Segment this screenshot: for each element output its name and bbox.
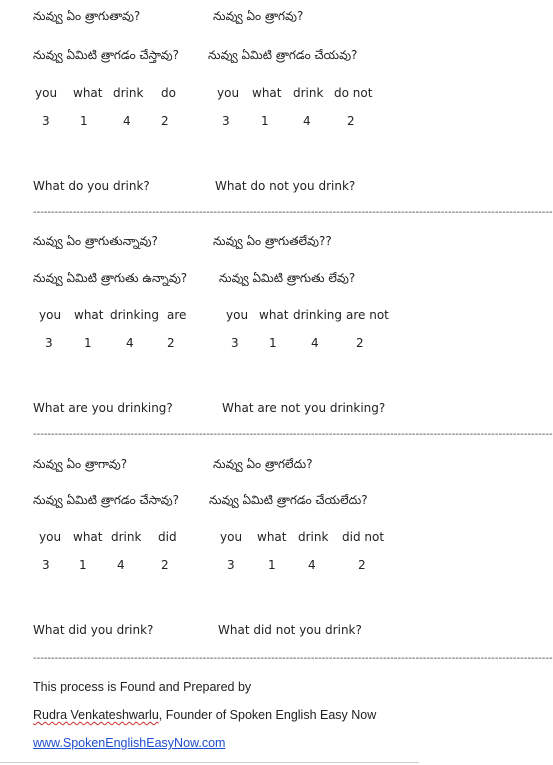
order-number-right-3: 4 <box>308 558 316 572</box>
word-left-1: you <box>35 86 58 100</box>
word-left-4: are <box>167 308 187 322</box>
word-right-2: what <box>252 86 282 100</box>
english-answer-right: What do not you drink? <box>215 179 356 193</box>
telugu-sentence-left: నువ్వు ఏమిటి త్రాగుతు ఉన్నావు? <box>33 271 188 285</box>
word-right-2: what <box>259 308 289 322</box>
order-number-right-1: 3 <box>222 114 230 128</box>
order-number-left-2: 1 <box>84 336 92 350</box>
telugu-question-left: నువ్వు ఏం త్రాగుతున్నావు? <box>33 234 158 248</box>
word-right-3: drinking <box>293 308 342 322</box>
order-number-left-4: 2 <box>167 336 175 350</box>
page-bottom-border <box>0 762 419 763</box>
order-number-right-3: 4 <box>303 114 311 128</box>
order-number-left-1: 3 <box>42 558 50 572</box>
order-number-right-2: 1 <box>268 558 276 572</box>
separator-line: ------------------------------------------------------------------------------------------------------------------------------------------------ <box>33 653 553 664</box>
word-left-4: do <box>161 86 176 100</box>
order-number-left-4: 2 <box>161 114 169 128</box>
telugu-question-left: నువ్వు ఏం త్రాగుతావు? <box>33 9 141 23</box>
word-left-2: what <box>74 308 104 322</box>
word-left-1: you <box>39 308 62 322</box>
website-link[interactable]: www.SpokenEnglishEasyNow.com <box>33 736 226 750</box>
order-number-right-2: 1 <box>269 336 277 350</box>
telugu-sentence-left: నువ్వు ఏమిటి త్రాగడం చేసావు? <box>33 493 179 507</box>
order-number-left-1: 3 <box>42 114 50 128</box>
english-answer-left: What are you drinking? <box>33 401 173 415</box>
telugu-question-right: నువ్వు ఏం త్రాగుతలేవు?? <box>213 234 332 248</box>
telugu-sentence-left: నువ్వు ఏమిటి త్రాగడం చేస్తావు? <box>33 48 179 62</box>
word-right-4: do not <box>334 86 373 100</box>
separator-line: ------------------------------------------------------------------------------------------------------------------------------------------------ <box>33 429 553 440</box>
author-title: , Founder of Spoken English Easy Now <box>158 708 377 722</box>
english-answer-right: What did not you drink? <box>218 623 362 637</box>
word-left-2: what <box>73 86 103 100</box>
telugu-question-left: నువ్వు ఏం త్రాగావు? <box>33 457 128 471</box>
order-number-left-3: 4 <box>123 114 131 128</box>
order-number-right-3: 4 <box>311 336 319 350</box>
word-right-3: drink <box>293 86 324 100</box>
word-left-3: drink <box>111 530 142 544</box>
order-number-right-4: 2 <box>358 558 366 572</box>
word-left-2: what <box>73 530 103 544</box>
word-right-4: did not <box>342 530 385 544</box>
word-left-4: did <box>158 530 177 544</box>
order-number-right-4: 2 <box>347 114 355 128</box>
word-right-1: you <box>217 86 240 100</box>
telugu-question-right: నువ్వు ఏం త్రాగలేదు? <box>213 457 313 471</box>
word-right-3: drink <box>298 530 329 544</box>
order-number-right-1: 3 <box>227 558 235 572</box>
telugu-sentence-right: నువ్వు ఏమిటి త్రాగడం చేయలేదు? <box>209 493 368 507</box>
english-answer-left: What do you drink? <box>33 179 150 193</box>
order-number-right-1: 3 <box>231 336 239 350</box>
word-right-1: you <box>226 308 249 322</box>
author-line <box>33 709 376 722</box>
order-number-left-1: 3 <box>45 336 53 350</box>
word-left-3: drinking <box>110 308 159 322</box>
word-right-2: what <box>257 530 287 544</box>
word-left-1: you <box>39 530 62 544</box>
telugu-sentence-right: నువ్వు ఏమిటి త్రాగడం చేయవు? <box>208 48 358 62</box>
telugu-sentence-right: నువ్వు ఏమిటి త్రాగుతు లేవు? <box>219 271 356 285</box>
author-name: Rudra Venkateshwarlu <box>33 708 159 722</box>
english-answer-right: What are not you drinking? <box>222 401 386 415</box>
separator-line: ------------------------------------------------------------------------------------------------------------------------------------------------ <box>33 207 553 218</box>
word-right-4: are not <box>346 308 389 322</box>
word-left-3: drink <box>113 86 144 100</box>
order-number-left-2: 1 <box>79 558 87 572</box>
english-answer-left: What did you drink? <box>33 623 154 637</box>
order-number-right-2: 1 <box>261 114 269 128</box>
word-right-1: you <box>220 530 243 544</box>
order-number-left-3: 4 <box>117 558 125 572</box>
order-number-right-4: 2 <box>356 336 364 350</box>
credit-line: This process is Found and Prepared by <box>33 680 252 694</box>
order-number-left-4: 2 <box>161 558 169 572</box>
order-number-left-2: 1 <box>80 114 88 128</box>
telugu-question-right: నువ్వు ఏం త్రాగవు? <box>213 9 304 23</box>
order-number-left-3: 4 <box>126 336 134 350</box>
